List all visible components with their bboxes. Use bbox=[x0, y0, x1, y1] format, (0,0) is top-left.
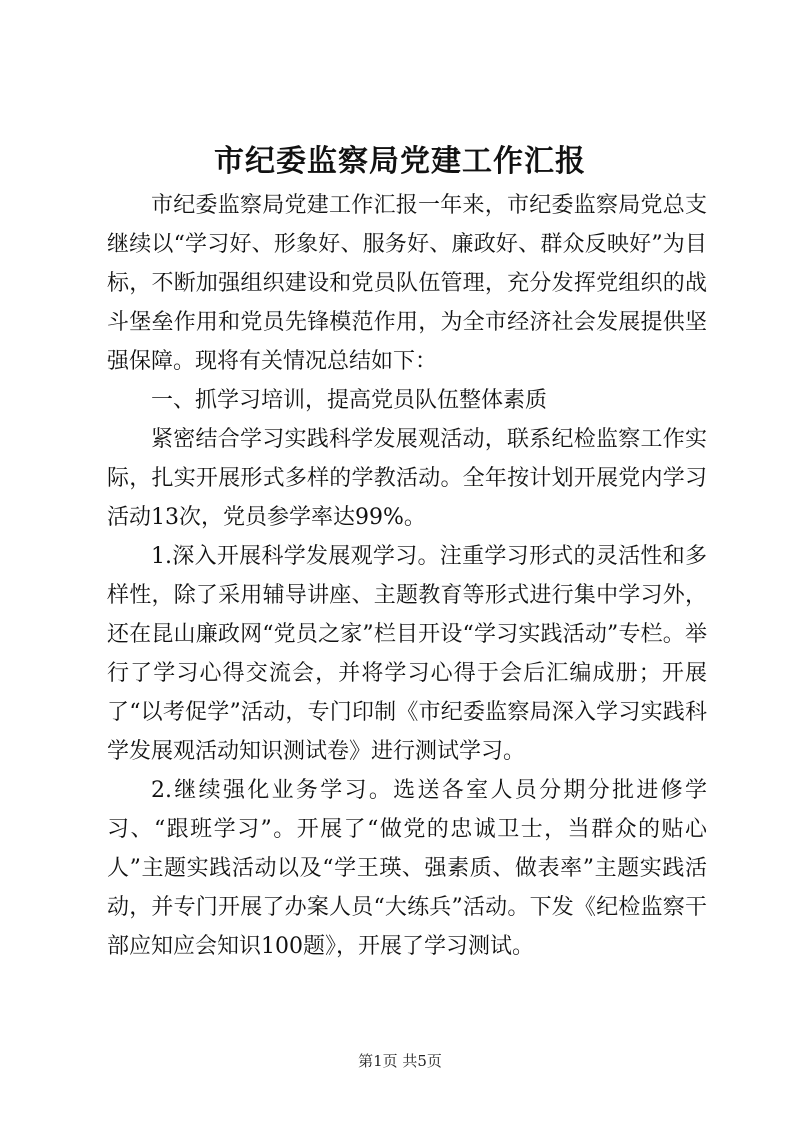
document-title: 市纪委监察局党建工作汇报 bbox=[214, 144, 586, 179]
document-body bbox=[107, 186, 707, 966]
page-number-footer: 第1页 共5页 bbox=[358, 1052, 442, 1070]
intro-paragraph: 市纪委监察局党建工作汇报一年来，市纪委监察局党总支继续以“学习好、形象好、服务好、廉政好、群众反映好”为目标，不断加强组织建设和党员队伍管理，充分发挥党组织的战斗堡垒作用和党员先锋模范作用，为全市经济社会发展提供坚强保障。现将有关情况总结如下： bbox=[107, 193, 707, 374]
section-heading-1: 一、抓学习培训，提高党员队伍整体素质 bbox=[151, 388, 548, 413]
section-1-paragraph: 紧密结合学习实践科学发展观活动，联系纪检监察工作实际，扎实开展形式多样的学教活动。全年按计划开展党内学习活动13次，党员参学率达99%。 bbox=[107, 427, 707, 530]
item-1-paragraph: 1.深入开展科学发展观学习。注重学习形式的灵活性和多样性，除了采用辅导讲座、主题教育等形式进行集中学习外，还在昆山廉政网“党员之家”栏目开设“学习实践活动”专栏。举行了学习心得交流会，并将学习心得于会后汇编成册；开展了“以考促学”活动，专门印制《市纪委监察局深入学习实践科学发展观活动知识测试卷》进行测试学习。 bbox=[107, 544, 707, 764]
item-2-paragraph: 2.继续强化业务学习。选送各室人员分期分批进修学习、“跟班学习”。开展了“做党的忠诚卫士，当群众的贴心人”主题实践活动以及“学王瑛、强素质、做表率”主题实践活动，并专门开展了办案人员“大练兵”活动。下发《纪检监察干部应知应会知识100题》，开展了学习测试。 bbox=[107, 778, 707, 959]
